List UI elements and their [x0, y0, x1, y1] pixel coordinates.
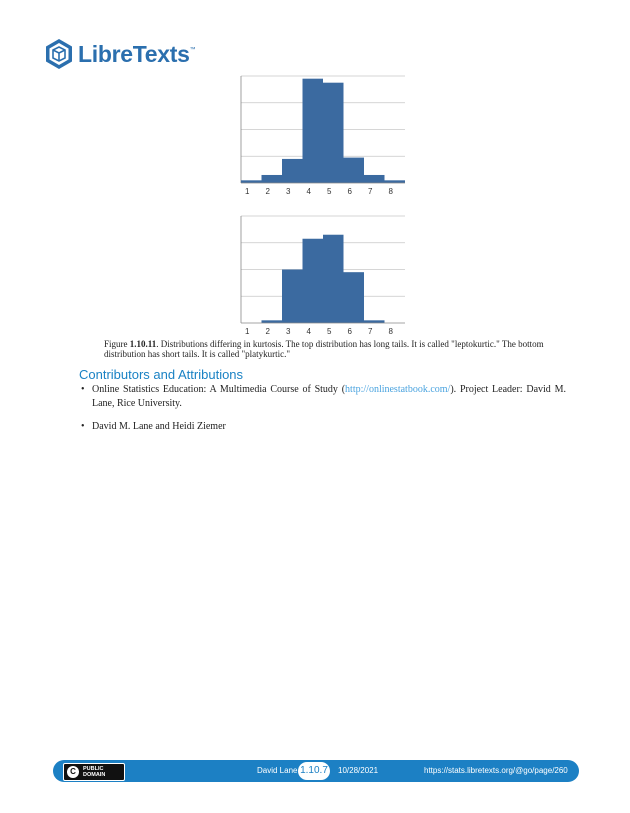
public-domain-icon: C: [67, 766, 79, 778]
x-tick-label: 6: [347, 327, 352, 336]
x-tick-label: 4: [306, 327, 311, 336]
x-tick-label: 1: [245, 327, 250, 336]
bar-3: [282, 159, 303, 183]
x-tick-label: 1: [245, 187, 250, 196]
caption-text: . Distributions differing in kurtosis. The top distribution has long tails. It is called "leptokurtic." The bottom distribution has short tails. It is called "platykurtic.": [104, 339, 544, 359]
public-domain-badge[interactable]: [63, 763, 125, 781]
x-tick-label: 4: [306, 187, 311, 196]
x-tick-label: 2: [265, 327, 270, 336]
bar-7: [364, 175, 385, 183]
bar-4: [303, 79, 324, 183]
x-tick-label: 7: [368, 327, 373, 336]
bar-5: [323, 83, 344, 183]
page-footer: [53, 760, 579, 782]
bar-6: [344, 272, 365, 323]
x-tick-label: 2: [265, 187, 270, 196]
bar-5: [323, 235, 344, 323]
platykurtic-histogram: [236, 210, 408, 340]
footer-url-link[interactable]: https://stats.libretexts.org/@go/page/260: [424, 766, 568, 775]
x-tick-label: 7: [368, 187, 373, 196]
page-number: 1.10.7: [298, 762, 330, 780]
caption-number: 1.10.11: [129, 339, 157, 349]
x-tick-label: 8: [388, 187, 393, 196]
libretexts-logo[interactable]: [44, 38, 195, 70]
onlinestatbook-link[interactable]: http://onlinestatbook.com/: [345, 384, 451, 395]
trademark: ™: [189, 46, 196, 53]
bar-3: [282, 270, 303, 324]
footer-date: 10/28/2021: [338, 766, 379, 775]
x-tick-label: 8: [388, 327, 393, 336]
contributors-list: [79, 383, 566, 443]
item1-suffix: ). Project Leader: David M. Lane, Rice University.: [92, 384, 566, 409]
bar-2: [262, 175, 283, 183]
contributors-heading: Contributors and Attributions: [79, 367, 244, 382]
list-item: [79, 383, 566, 411]
figure-caption: [104, 339, 554, 359]
logo-text: LibreTexts: [78, 40, 190, 67]
footer-author: David Lane: [257, 766, 298, 775]
bar-6: [344, 158, 365, 183]
license-line2: DOMAIN: [83, 772, 106, 778]
bar-1: [241, 180, 262, 183]
bar-7: [364, 320, 385, 323]
x-tick-label: 6: [347, 187, 352, 196]
x-tick-label: 3: [286, 327, 291, 336]
caption-label: Figure: [104, 339, 128, 349]
x-tick-label: 5: [327, 327, 332, 336]
bar-4: [303, 239, 324, 323]
bar-8: [385, 180, 406, 183]
bar-2: [262, 320, 283, 323]
leptokurtic-histogram: [236, 70, 408, 200]
list-item: • David M. Lane and Heidi Ziemer: [79, 420, 566, 434]
x-tick-label: 5: [327, 187, 332, 196]
license-line1: PUBLIC: [83, 766, 104, 772]
x-tick-label: 3: [286, 187, 291, 196]
libretexts-logo-icon: [44, 38, 74, 70]
item1-prefix: Online Statistics Education: A Multimedia Course of Study (: [92, 384, 346, 395]
